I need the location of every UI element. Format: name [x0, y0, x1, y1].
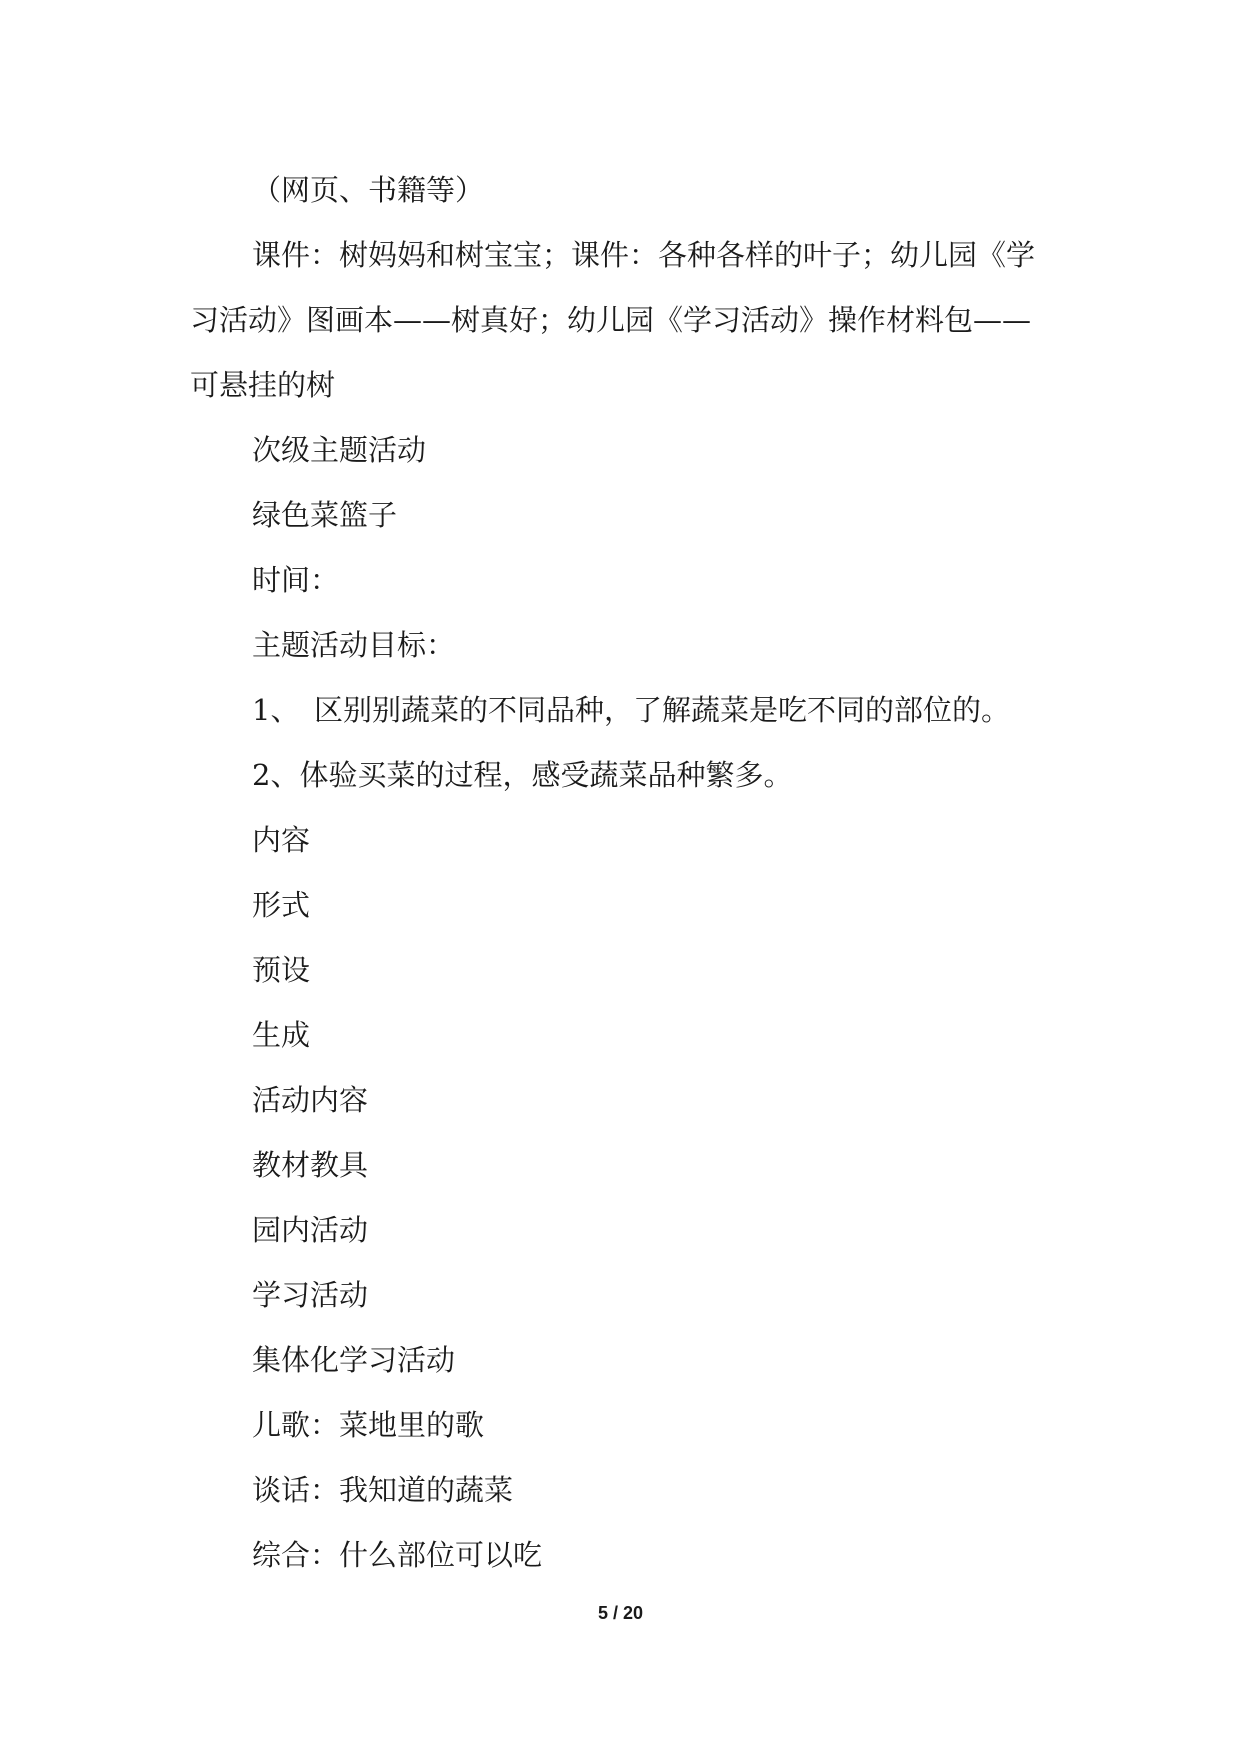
paragraph: 课件：树妈妈和树宝宝；课件：各种各样的叶子；幼儿园《学习活动》图画本——树真好；幼儿园《学习活动》操作材料包——可悬挂的树	[190, 238, 1036, 402]
paragraph: 园内活动	[252, 1213, 369, 1247]
paragraph: 生成	[252, 1018, 311, 1052]
paragraph: 绿色菜篮子	[252, 498, 398, 532]
page-number: 5 / 20	[597, 1603, 644, 1623]
document-body	[190, 158, 1056, 1588]
paragraph: （网页、书籍等）	[252, 173, 485, 207]
paragraph: 内容	[252, 823, 311, 857]
paragraph: 2、体验买菜的过程，感受蔬菜品种繁多。	[252, 758, 793, 792]
paragraph: 形式	[252, 888, 311, 922]
paragraph: 综合：什么部位可以吃	[252, 1538, 543, 1572]
paragraph: 谈话：我知道的蔬菜	[252, 1473, 514, 1507]
paragraph: 预设	[252, 953, 311, 987]
paragraph: 1、 区别别蔬菜的不同品种，了解蔬菜是吃不同的部位的。	[252, 693, 1010, 727]
paragraph: 儿歌：菜地里的歌	[252, 1408, 485, 1442]
paragraph: 主题活动目标：	[252, 628, 456, 662]
paragraph: 学习活动	[252, 1278, 369, 1312]
paragraph: 集体化学习活动	[252, 1343, 456, 1377]
paragraph: 活动内容	[252, 1083, 369, 1117]
paragraph: 教材教具	[252, 1148, 369, 1182]
paragraph: 次级主题活动	[252, 433, 427, 467]
paragraph: 时间：	[252, 563, 340, 597]
